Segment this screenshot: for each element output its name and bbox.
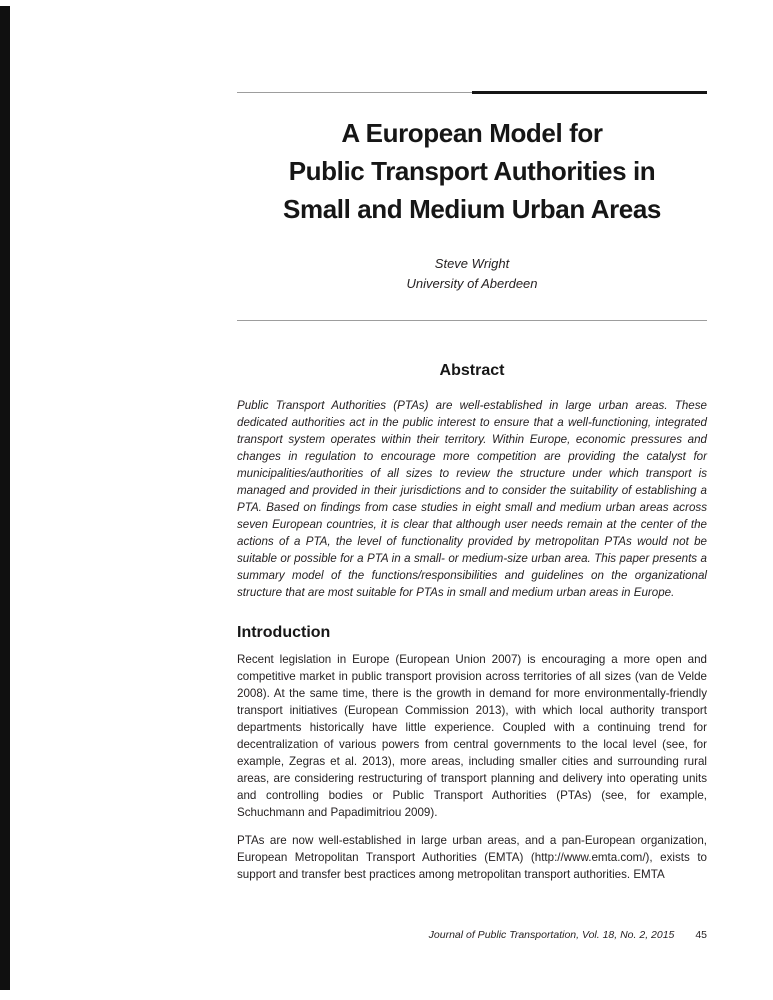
paper-title-line-2: Public Transport Authorities in — [288, 156, 656, 186]
abstract-heading: Abstract — [439, 362, 505, 379]
top-rule-thick-segment — [472, 91, 707, 94]
author-name: Steve Wright — [434, 256, 510, 271]
journal-citation: Journal of Public Transportation, Vol. 18, No. 2, 2015 — [428, 929, 675, 941]
introduction-heading: Introduction — [237, 624, 331, 641]
abstract-body: Public Transport Authorities (PTAs) are well-established in large urban areas. These dedicated authorities act in the public interest to ensure that a well-functioning, integrated transport system operates within their territory. Within Europe, economic pressures and changes in regulation to encourage more competition are providing the catalyst for municipalities/authorities of all sizes to review the structure under which transport is managed and provided in their jurisdictions and to consider the suitability of establishing a PTA. Based on findings from case studies in eight small and medium urban areas across seven European countries, it is clear that although user needs remain at the center of the actions of a PTA, the level of functionality provided by metropolitan PTAs would not be suitable or possible for a PTA in a small- or medium-size urban area. This paper presents a summary model of the functions/responsibilities and guidelines on the organizational structure that are most suitable for PTAs in small and medium urban areas in Europe. — [237, 399, 707, 599]
paper-content-column — [237, 0, 707, 883]
bottom-rule — [237, 320, 707, 321]
paper-title-line-1: A European Model for — [341, 118, 603, 148]
scan-edge-bar — [0, 6, 10, 990]
bottom-rule-thin-segment — [237, 320, 707, 321]
introduction-paragraph-2: PTAs are now well-established in large urban areas, and a pan-European organization, European Metropolitan Transport Authorities (EMTA) (http://www.emta.com/), exists to support and transfer best practices among metropolitan transport authorities. EMTA — [237, 834, 707, 881]
page-footer — [237, 928, 707, 942]
paper-title — [237, 114, 707, 228]
author-affiliation: University of Aberdeen — [406, 276, 538, 291]
top-rule — [237, 91, 707, 94]
introduction-paragraph-1: Recent legislation in Europe (European Union 2007) is encouraging a more open and competitive market in public transport provision across territories of all sizes (van de Velde 2008). At the same time, there is the growth in demand for more environmentally-friendly transport initiatives (European Commission 2013), with which local authority transport departments historically have little experience. Coupled with a continuing trend for decentralization of various powers from central governments to the local level (see, for example, Zegras et al. 2013), more areas, including smaller cities and surrounding rural areas, are considering restructuring of transport planning and delivery into operating units and controlling bodies or Public Transport Authorities (PTAs) (see, for example, Schuchmann and Papadimitriou 2009). — [237, 653, 707, 819]
author-block — [237, 254, 707, 294]
page-number: 45 — [695, 929, 707, 941]
paper-title-line-3: Small and Medium Urban Areas — [283, 194, 661, 224]
